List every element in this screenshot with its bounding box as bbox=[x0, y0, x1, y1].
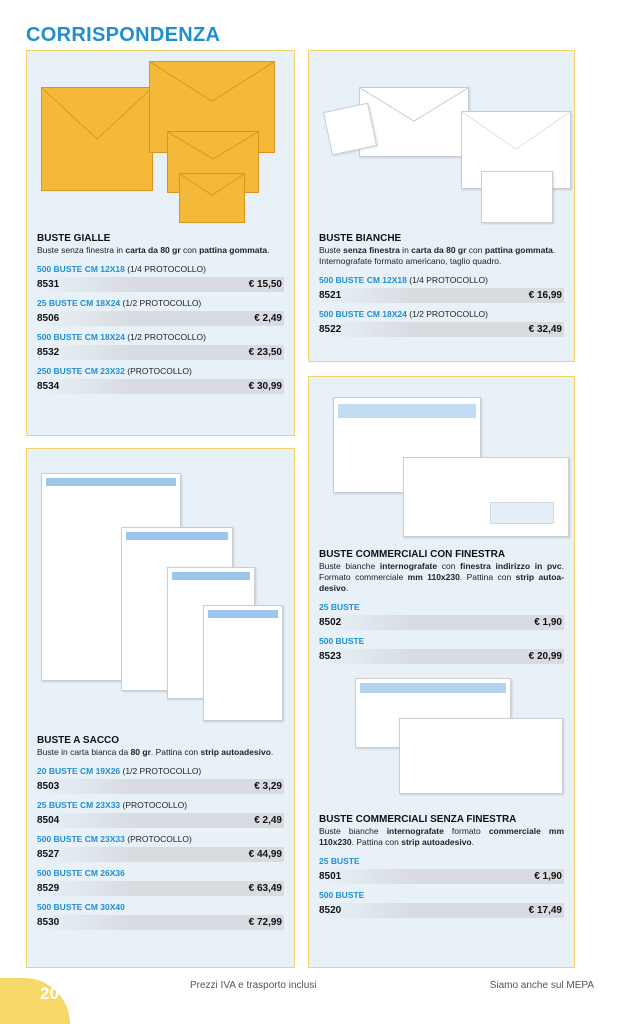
price: € 72,99 bbox=[248, 917, 282, 928]
product-title: BUSTE A SACCO bbox=[37, 735, 120, 746]
page-number-badge bbox=[0, 978, 70, 1024]
price: € 16,99 bbox=[528, 290, 562, 301]
variant: 25 BUSTE CM 23X33 (PROTOCOLLO) 8504 € 2,49 bbox=[37, 800, 282, 826]
product-code: 8501 bbox=[319, 871, 342, 882]
white-envelope-small bbox=[323, 103, 377, 156]
price: € 2,49 bbox=[254, 815, 282, 826]
price-row bbox=[319, 615, 564, 630]
variant: 25 BUSTE CM 18X24 (1/2 PROTOCOLLO) 8506 € 2,49 bbox=[37, 298, 282, 324]
variant: 250 BUSTE CM 23X32 (PROTOCOLLO) 8534 € 30,99 bbox=[37, 366, 282, 392]
variant: 500 BUSTE CM 18X24 (1/2 PROTOCOLLO) 8532 € 23,50 bbox=[37, 332, 282, 358]
product-code: 8530 bbox=[37, 917, 60, 928]
page-title: CORRISPONDENZA bbox=[26, 24, 221, 46]
variant: 500 BUSTE CM 18X24 (1/2 PROTOCOLLO) 8522 € 32,49 bbox=[319, 309, 562, 335]
product-code: 8504 bbox=[37, 815, 60, 826]
price-row bbox=[37, 379, 284, 394]
product-description: Buste senza finestra in carta da 80 gr con pattina gommata. bbox=[37, 245, 270, 255]
white-envelope-front bbox=[481, 171, 553, 223]
sack-envelopes-image bbox=[37, 449, 284, 735]
yellow-envelope-small bbox=[179, 173, 245, 223]
price-row bbox=[319, 649, 564, 664]
plain-envelope-front bbox=[399, 718, 563, 794]
price-row bbox=[37, 847, 284, 862]
product-box-buste-bianche bbox=[308, 50, 575, 362]
price-row bbox=[37, 311, 284, 326]
plain-envelopes-image bbox=[319, 664, 564, 814]
price: € 32,49 bbox=[528, 324, 562, 335]
price: € 63,49 bbox=[248, 883, 282, 894]
product-code: 8523 bbox=[319, 651, 342, 662]
product-description: Buste bianche internografate con finestra indirizzo in pvc. Formato commerciale mm 110x230. Pattina con strip autoa-desivo. bbox=[319, 561, 564, 593]
product-description: Buste bianche internografate formato commerciale mm 110x230. Pattina con strip autoadesivo. bbox=[319, 826, 565, 847]
product-code: 8529 bbox=[37, 883, 60, 894]
price: € 44,99 bbox=[248, 849, 282, 860]
yellow-envelopes-image bbox=[37, 51, 284, 233]
price: € 1,90 bbox=[534, 871, 562, 882]
price-row bbox=[37, 779, 284, 794]
price-row bbox=[37, 881, 284, 896]
footer-note: Prezzi IVA e trasporto inclusi bbox=[190, 980, 317, 991]
variant: 500 BUSTE 8520 € 17,49 bbox=[319, 890, 562, 916]
variant: 20 BUSTE CM 19X26 (1/2 PROTOCOLLO) 8503 € 3,29 bbox=[37, 766, 282, 792]
product-title: BUSTE BIANCHE bbox=[319, 233, 402, 244]
product-code: 8521 bbox=[319, 290, 342, 301]
product-title: BUSTE COMMERCIALI CON FINESTRA bbox=[319, 549, 506, 560]
product-code: 8534 bbox=[37, 381, 60, 392]
price: € 20,99 bbox=[528, 651, 562, 662]
sack-envelope-4 bbox=[203, 605, 283, 721]
price-row bbox=[37, 345, 284, 360]
price-row bbox=[319, 869, 564, 884]
price: € 15,50 bbox=[248, 279, 282, 290]
variant: 25 BUSTE 8501 € 1,90 bbox=[319, 856, 562, 882]
window-envelopes-image bbox=[319, 377, 564, 549]
price: € 23,50 bbox=[248, 347, 282, 358]
product-description: Buste senza finestra in carta da 80 gr con pattina gommata. Internografate formato americano, taglio quadro. bbox=[319, 245, 556, 266]
product-code: 8520 bbox=[319, 905, 342, 916]
price: € 17,49 bbox=[528, 905, 562, 916]
variant: 500 BUSTE CM 12X18 (1/4 PROTOCOLLO) 8521 € 16,99 bbox=[319, 275, 562, 301]
price-row bbox=[319, 288, 564, 303]
product-title: BUSTE GIALLE bbox=[37, 233, 111, 244]
price-row bbox=[319, 322, 564, 337]
product-box-buste-commerciali bbox=[308, 376, 575, 968]
product-code: 8532 bbox=[37, 347, 60, 358]
variant: 500 BUSTE CM 26X36 8529 € 63,49 bbox=[37, 868, 282, 894]
product-code: 8522 bbox=[319, 324, 342, 335]
product-box-buste-gialle bbox=[26, 50, 295, 436]
footer-mepa-note: Siamo anche sul MEPA bbox=[489, 980, 594, 991]
product-code: 8527 bbox=[37, 849, 60, 860]
product-code: 8531 bbox=[37, 279, 60, 290]
variant: 25 BUSTE 8502 € 1,90 bbox=[319, 602, 562, 628]
price: € 3,29 bbox=[254, 781, 282, 792]
price-row bbox=[37, 813, 284, 828]
product-title: BUSTE COMMERCIALI SENZA FINESTRA bbox=[319, 814, 517, 825]
price: € 1,90 bbox=[534, 617, 562, 628]
product-description: Buste in carta bianca da 80 gr. Pattina con strip autoadesivo. bbox=[37, 747, 274, 757]
window-envelope-front bbox=[403, 457, 569, 537]
white-envelope-open bbox=[359, 87, 469, 157]
variant: 500 BUSTE CM 23X33 (PROTOCOLLO) 8527 € 44,99 bbox=[37, 834, 282, 860]
price-row bbox=[37, 915, 284, 930]
price-row bbox=[37, 277, 284, 292]
price-row bbox=[319, 903, 564, 918]
variant: 500 BUSTE 8523 € 20,99 bbox=[319, 636, 562, 662]
yellow-envelope-large bbox=[41, 87, 153, 191]
price: € 30,99 bbox=[248, 381, 282, 392]
product-code: 8503 bbox=[37, 781, 60, 792]
white-envelopes-image bbox=[319, 51, 564, 233]
product-box-buste-sacco bbox=[26, 448, 295, 968]
price: € 2,49 bbox=[254, 313, 282, 324]
variant: 500 BUSTE CM 30X40 8530 € 72,99 bbox=[37, 902, 282, 928]
page-number: 20 bbox=[40, 984, 59, 1003]
product-code: 8506 bbox=[37, 313, 60, 324]
variant: 500 BUSTE CM 12X18 (1/4 PROTOCOLLO) 8531 € 15,50 bbox=[37, 264, 282, 290]
product-code: 8502 bbox=[319, 617, 342, 628]
